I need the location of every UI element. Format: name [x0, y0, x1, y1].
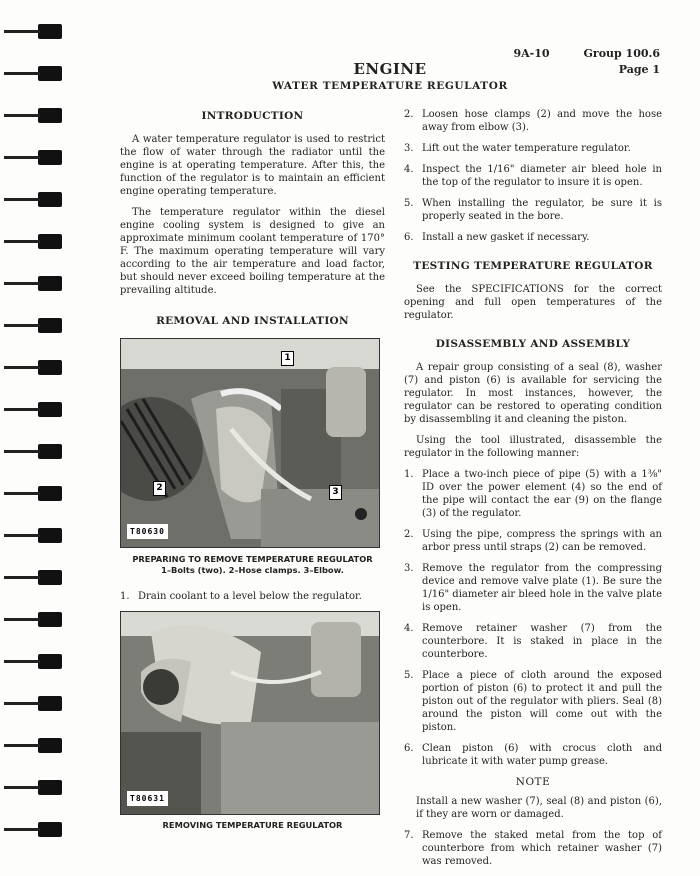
list-item [404, 108, 662, 134]
binding-hole [38, 192, 62, 207]
binding-ring [4, 828, 40, 831]
engine-photo-1 [120, 338, 380, 548]
list-item [404, 742, 662, 768]
testing-heading: TESTING TEMPERATURE REGULATOR [413, 260, 653, 272]
engine-photo-2-image [121, 612, 379, 814]
step-number: 2. [404, 529, 414, 540]
testing-paragraph: See the SPECIFICATIONS for the correct opening and full open temperatures of the regulator. [404, 284, 662, 321]
removal-steps-right [404, 108, 662, 244]
binding-ring [4, 366, 40, 369]
binding-ring [4, 450, 40, 453]
binding-hole [38, 150, 62, 165]
binding-hole [38, 612, 62, 627]
step-text: Drain coolant to a level below the regulator. [138, 591, 362, 602]
step-text: Using the pipe, compress the springs with an arbor press until straps (2) can be removed. [422, 529, 662, 553]
binding-hole [38, 780, 62, 795]
binding-ring [4, 72, 40, 75]
callout-1: 1 [281, 351, 294, 366]
disassembly-steps [404, 468, 662, 768]
step-number: 6. [404, 743, 414, 754]
list-item [404, 669, 662, 734]
binding-ring [4, 240, 40, 243]
list-item [404, 528, 662, 554]
step-text: Clean piston (6) with crocus cloth and lubricate it with water pump grease. [422, 743, 662, 767]
disassembly-paragraph: A repair group consisting of a seal (8), washer (7) and piston (6) is available for servicing the regulator. In most instances, however, the regulator can be restored to operating condition by disassembling it and cleaning the piston. [404, 362, 662, 425]
photo-2-caption-title: REMOVING TEMPERATURE REGULATOR [162, 820, 343, 830]
step-text: Inspect the 1/16" diameter air bleed hole in the top of the regulator to insure it is open. [422, 164, 662, 188]
step-number: 4. [404, 164, 414, 175]
binding-hole [38, 738, 62, 753]
binding-ring [4, 282, 40, 285]
right-column [404, 108, 662, 876]
step-text: Place a two-inch piece of pipe (5) with a 1⅜" ID over the power element (4) so the end of the pipe will contact the ear (9) on the flange (3) of the regulator. [422, 469, 662, 519]
photo-2-id: T80631 [127, 791, 168, 806]
intro-paragraph: A water temperature regulator is used to restrict the flow of water through the radiator until the engine is at operating temperature. After this, the function of the regulator is to maintain an efficient engine operating temperature. [120, 134, 385, 197]
list-item [404, 829, 662, 868]
intro-paragraph: The temperature regulator within the diesel engine cooling system is designed to give an approximate minimum coolant temperature of 170° F. The maximum operating temperature will vary according to the air temperature and load factor, but should never exceed boiling temperature at the prevailing altitude. [120, 207, 385, 296]
binding-ring [4, 534, 40, 537]
disassembly-paragraph: Using the tool illustrated, disassemble the regulator in the following manner: [404, 435, 662, 459]
list-item [404, 562, 662, 614]
step-number: 3. [404, 563, 414, 574]
binding-ring [4, 618, 40, 621]
binding-ring [4, 660, 40, 663]
list-item [404, 197, 662, 223]
binding-ring [4, 492, 40, 495]
binding-ring [4, 156, 40, 159]
step-number: 6. [404, 232, 414, 243]
step-number: 5. [404, 670, 414, 681]
list-item [404, 622, 662, 661]
binding-hole [38, 318, 62, 333]
binding-ring [4, 324, 40, 327]
page-code: 9A-10 [513, 47, 550, 60]
binding-hole [38, 570, 62, 585]
group-number: Group 100.6 [583, 47, 660, 60]
binding-ring [4, 114, 40, 117]
binding-hole [38, 444, 62, 459]
list-item [404, 468, 662, 520]
step-text: When installing the regulator, be sure it is properly seated in the bore. [422, 198, 662, 222]
list-item [120, 590, 385, 603]
step-text: Remove the regulator from the compressing device and remove valve plate (1). Be sure the 1/16" diameter air bleed hole in the valve plate is open. [422, 563, 662, 613]
engine-photo-2 [120, 611, 380, 815]
step-number: 4. [404, 623, 414, 634]
binding-hole [38, 66, 62, 81]
binding-hole [38, 360, 62, 375]
step-number: 1. [404, 469, 414, 480]
binding-ring [4, 408, 40, 411]
binding-hole [38, 234, 62, 249]
step-text: Remove retainer washer (7) from the counterbore. It is staked in place in the counterbore. [422, 623, 662, 660]
binding-ring [4, 786, 40, 789]
binding-hole [38, 654, 62, 669]
spiral-binding [0, 0, 80, 854]
step-number: 1. [120, 591, 130, 602]
binding-ring [4, 30, 40, 33]
binding-hole [38, 24, 62, 39]
page-title: ENGINE [353, 60, 427, 78]
step-text: Place a piece of cloth around the exposed portion of piston (6) to protect it and pull the piston out of the regulator with pliers. Seal (8) around the piston will come out with the piston. [422, 670, 662, 733]
binding-hole [38, 822, 62, 837]
callout-2: 2 [153, 481, 166, 496]
step-number: 7. [404, 830, 414, 841]
callout-3: 3 [329, 485, 342, 500]
final-step [404, 829, 662, 868]
photo-1-caption-legend: 1–Bolts (two). 2–Hose clamps. 3–Elbow. [161, 565, 344, 575]
engine-photo-1-image [121, 339, 379, 547]
removal-heading: REMOVAL AND INSTALLATION [156, 315, 349, 327]
disassembly-heading: DISASSEMBLY AND ASSEMBLY [435, 338, 631, 350]
photo-1-id: T80630 [127, 524, 168, 539]
step-text: Lift out the water temperature regulator. [422, 143, 631, 154]
binding-ring [4, 744, 40, 747]
removal-steps-left [120, 590, 385, 603]
binding-hole [38, 696, 62, 711]
step-text: Loosen hose clamps (2) and move the hose away from elbow (3). [422, 109, 662, 133]
binding-hole [38, 402, 62, 417]
left-column [120, 108, 385, 831]
page-number: Page 1 [618, 63, 660, 76]
binding-hole [38, 108, 62, 123]
list-item [404, 142, 662, 155]
page-subtitle: WATER TEMPERATURE REGULATOR [272, 80, 508, 92]
step-number: 3. [404, 143, 414, 154]
step-number: 2. [404, 109, 414, 120]
binding-ring [4, 702, 40, 705]
note-body: Install a new washer (7), seal (8) and piston (6), if they are worn or damaged. [416, 796, 662, 820]
list-item [404, 163, 662, 189]
binding-hole [38, 276, 62, 291]
binding-hole [38, 528, 62, 543]
note-title: NOTE [515, 776, 551, 788]
step-number: 5. [404, 198, 414, 209]
step-text: Install a new gasket if necessary. [422, 232, 590, 243]
intro-heading: INTRODUCTION [201, 110, 304, 122]
step-text: Remove the staked metal from the top of counterbore from which retainer washer (7) was removed. [422, 830, 662, 867]
list-item [404, 231, 662, 244]
binding-ring [4, 576, 40, 579]
binding-ring [4, 198, 40, 201]
binding-hole [38, 486, 62, 501]
photo-1-caption-title: PREPARING TO REMOVE TEMPERATURE REGULATOR [132, 554, 373, 564]
